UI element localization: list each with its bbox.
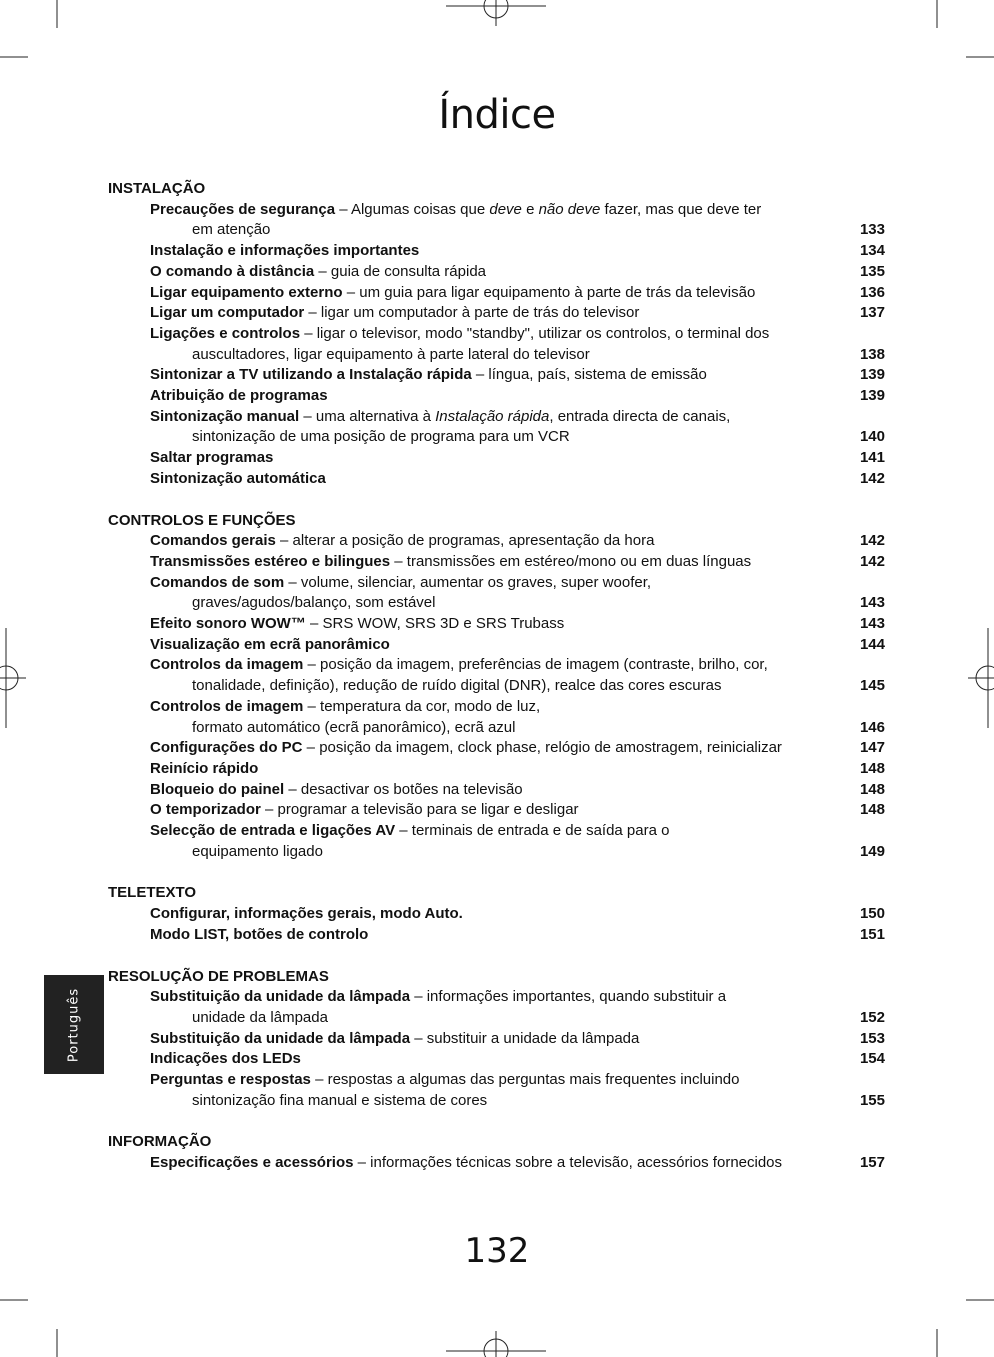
toc-entry [108,780,885,801]
entry-title: Reinício rápido [150,759,259,777]
section-heading: CONTROLOS E FUNÇÕES [108,511,296,529]
page-number: 132 [464,1231,530,1271]
toc-entry [108,1049,885,1070]
entry-title: Sintonizar a TV utilizando a Instalação rápida [150,366,472,384]
entry-page-number: 155 [859,1091,885,1109]
toc-entry [108,635,885,656]
entry-page-number: 140 [859,428,885,446]
entry-continuation: auscultadores, ligar equipamento à parte lateral do televisor [192,345,590,363]
toc-entry [108,759,885,780]
entry-title: Configurações do PC [150,739,303,757]
entry-title: Configurar, informações gerais, modo Auto. [150,905,463,923]
entry-continuation: sintonização de uma posição de programa para um VCR [192,428,570,446]
toc-entry [108,262,885,283]
entry-title: Ligações e controlos [150,324,301,342]
toc-entry [108,738,885,759]
entry-page-number: 136 [859,283,885,301]
entry-title: Sintonização automática [150,469,326,487]
entry-page-number: 143 [859,594,885,612]
entry-description: – ligar um computador à parte de trás do televisor [304,304,640,322]
entry-title: Controlos de imagem [150,697,304,715]
toc-entry [108,925,885,946]
entry-title: Indicações dos LEDs [150,1050,301,1068]
entry-description: – Algumas coisas que [335,200,490,218]
toc-entry [108,407,885,448]
language-side-tab [44,975,104,1074]
entry-continuation: equipamento ligado [192,842,323,860]
toc-entry [108,1070,885,1111]
entry-title: Bloqueio do painel [150,780,285,798]
entry-page-number: 134 [859,242,885,260]
toc-entry [108,324,885,365]
toc-entry [108,821,885,862]
entry-description: – terminais de entrada e de saída para o [395,822,670,840]
toc-entry [108,531,885,552]
entry-description: – língua, país, sistema de emissão [471,366,707,384]
toc-entry [108,1029,885,1050]
entry-description: – temperatura da cor, modo de luz, [303,697,541,715]
toc-entry [108,800,885,821]
table-of-contents [108,179,885,1195]
entry-page-number: 148 [859,801,885,819]
entry-page-number: 138 [859,345,885,363]
entry-title: O temporizador [150,801,261,819]
toc-entry [108,469,885,490]
entry-title: Precauções de segurança [150,200,336,218]
entry-continuation: formato automático (ecrã panorâmico), ecrã azul [192,718,516,736]
entry-title: Instalação e informações importantes [150,242,420,260]
language-label: Português [66,987,82,1062]
toc-entry [108,448,885,469]
entry-emphasis: Instalação rápida [435,407,550,425]
entry-page-number: 153 [859,1029,885,1047]
entry-continuation: em atenção [192,221,271,239]
entry-page-number: 157 [859,1154,885,1172]
entry-title: Atribuição de programas [150,387,328,405]
toc-entry [108,200,885,241]
entry-description: fazer, mas que deve ter [600,200,762,218]
toc-entry [108,904,885,925]
entry-description: , entrada directa de canais, [549,407,731,425]
entry-page-number: 144 [859,635,885,653]
entry-page-number: 139 [859,387,885,405]
entry-continuation: sintonização fina manual e sistema de cores [192,1091,488,1109]
entry-page-number: 146 [859,718,885,736]
entry-title: Visualização em ecrã panorâmico [150,635,390,653]
toc-entry [108,386,885,407]
entry-page-number: 152 [859,1008,885,1026]
entry-description: – posição da imagem, clock phase, relógio de amostragem, reinicializar [302,739,782,757]
toc-entry [108,697,885,738]
entry-description: – desactivar os botões na televisão [284,780,523,798]
entry-page-number: 139 [859,366,885,384]
toc-entry [108,241,885,262]
entry-title: Substituição da unidade da lâmpada [150,988,411,1006]
entry-emphasis: não deve [538,200,601,218]
toc-entry [108,655,885,696]
entry-page-number: 150 [859,905,885,923]
entry-page-number: 145 [859,677,885,695]
entry-title: Efeito sonoro WOW™ [150,615,306,633]
entry-title: Substituição da unidade da lâmpada [150,1029,411,1047]
entry-page-number: 142 [859,552,885,570]
entry-description: – uma alternativa à [299,407,436,425]
entry-description: – informações técnicas sobre a televisão, acessórios fornecidos [353,1154,783,1172]
entry-page-number: 148 [859,759,885,777]
toc-entry [108,573,885,614]
entry-emphasis: deve [489,200,522,218]
entry-page-number: 142 [859,532,885,550]
entry-description: – guia de consulta rápida [314,262,487,280]
entry-title: Controlos da imagem [150,656,304,674]
entry-description: – alterar a posição de programas, apresentação da hora [275,532,655,550]
entry-description: – ligar o televisor, modo "standby", utilizar os controlos, o terminal dos [300,324,770,342]
entry-title: O comando à distância [150,262,315,280]
entry-title: Sintonização manual [150,407,300,425]
entry-title: Perguntas e respostas [150,1071,311,1089]
entry-description: – volume, silenciar, aumentar os graves, super woofer, [284,573,652,591]
entry-continuation: tonalidade, definição), redução de ruído digital (DNR), realce das cores escuras [192,677,722,695]
section-heading: INSTALAÇÃO [108,180,206,197]
entry-description: – SRS WOW, SRS 3D e SRS Trubass [305,615,565,633]
entry-page-number: 154 [859,1050,885,1068]
entry-continuation: unidade da lâmpada [192,1008,328,1026]
entry-page-number: 133 [859,221,885,239]
section-heading: TELETEXTO [108,884,197,902]
toc-section [108,511,885,863]
toc-section [108,1132,885,1173]
toc-section [108,967,885,1112]
toc-entry [108,365,885,386]
entry-page-number: 137 [859,304,885,322]
entry-title: Selecção de entrada e ligações AV [150,822,396,840]
toc-entry [108,1153,885,1174]
entry-page-number: 143 [859,615,885,633]
toc-entry [108,283,885,304]
entry-title: Modo LIST, botões de controlo [150,925,369,943]
entry-page-number: 147 [859,739,885,757]
toc-entry [108,552,885,573]
entry-page-number: 142 [859,469,885,487]
entry-page-number: 148 [859,780,885,798]
entry-description: – programar a televisão para se ligar e desligar [260,801,579,819]
entry-page-number: 149 [859,842,885,860]
entry-description: – posição da imagem, preferências de imagem (contraste, brilho, cor, [303,656,768,674]
entry-description: – transmissões em estéreo/mono ou em duas línguas [390,552,752,570]
section-heading: RESOLUÇÃO DE PROBLEMAS [108,967,329,985]
entry-title: Transmissões estéreo e bilingues [150,552,391,570]
entry-page-number: 141 [859,449,885,467]
entry-description: – respostas a algumas das perguntas mais frequentes incluindo [310,1071,740,1089]
section-heading: INFORMAÇÃO [108,1133,212,1151]
toc-entry [108,303,885,324]
entry-page-number: 135 [859,262,885,280]
entry-title: Ligar um computador [150,304,305,322]
entry-description: – um guia para ligar equipamento à parte de trás da televisão [342,283,756,301]
toc-section [108,883,885,945]
entry-title: Ligar equipamento externo [150,283,343,301]
toc-entry [108,987,885,1028]
entry-description: e [521,200,539,218]
entry-title: Saltar programas [150,449,274,467]
entry-title: Especificações e acessórios [150,1154,354,1172]
toc-entry [108,614,885,635]
entry-title: Comandos gerais [150,532,276,550]
page-title: Índice [438,92,556,138]
entry-page-number: 151 [859,925,885,943]
entry-description: – substituir a unidade da lâmpada [410,1029,640,1047]
entry-description: – informações importantes, quando substituir a [410,988,727,1006]
toc-section [108,179,885,490]
entry-title: Comandos de som [150,573,285,591]
entry-continuation: graves/agudos/balanço, som estável [192,594,436,612]
